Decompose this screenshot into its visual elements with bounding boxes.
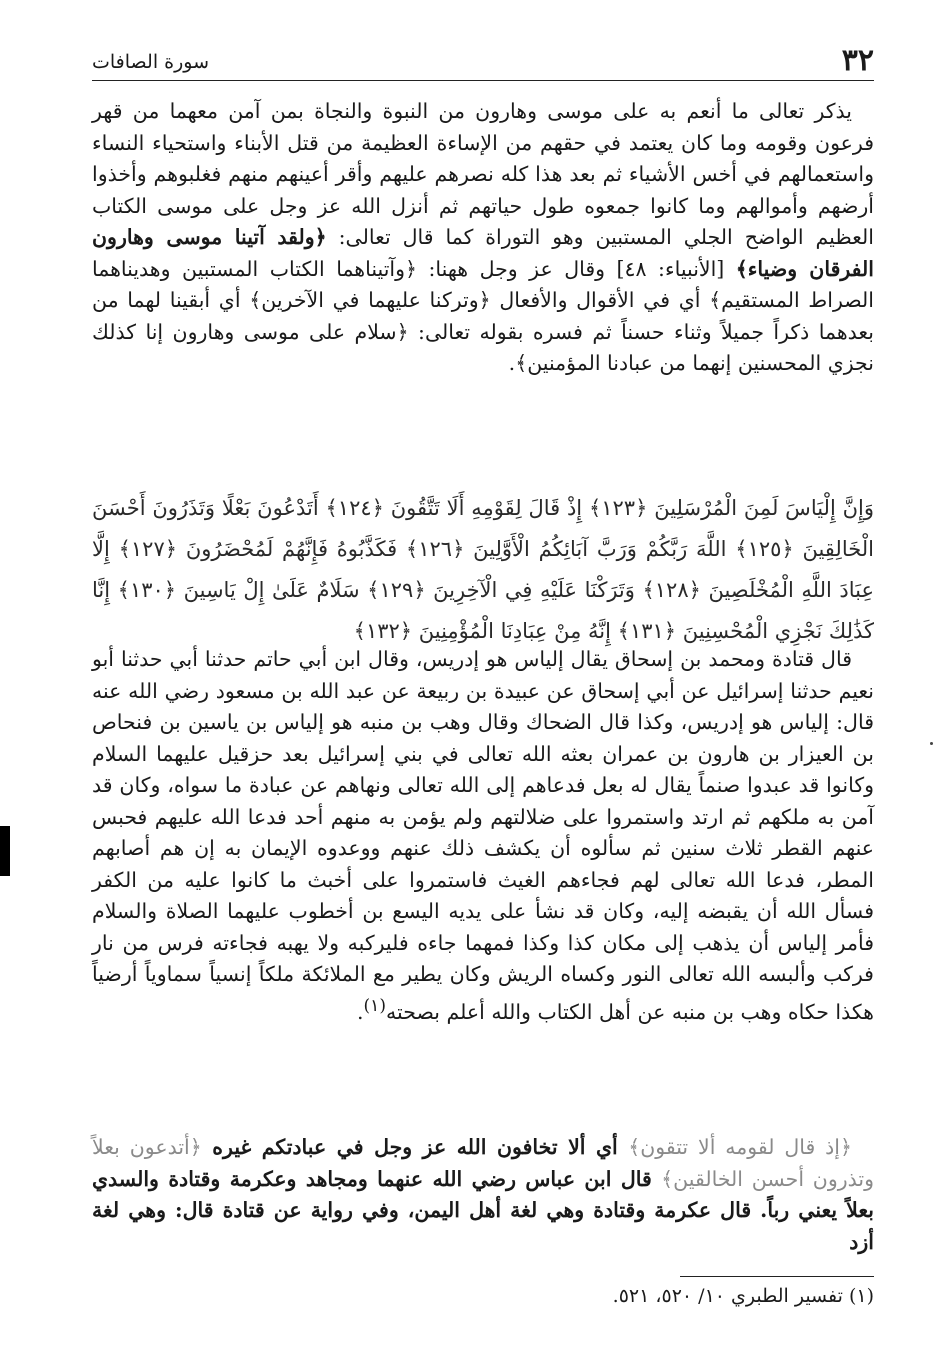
commentary-paragraph-3: [92, 1132, 874, 1258]
sentence-end: .: [356, 999, 364, 1024]
footnote-ref: (١): [363, 995, 387, 1016]
commentary-text: يذكر تعالى ما أنعم به على موسى وهارون من النبوة والنجاة بمن آمن معهما من قهر فرعون وقومه وما كان يعتمد في حقهم من الإساءة العظيمة من قتل الأبناء واستحياء النساء واستعمالهم في أخس الأشياء ثم بعد هذا كله نصرهم عليهم وأقر أعينهم منهم فغلبوهم وأخذوا أرضهم وأموالهم وما كانوا جمعوه طول حياتهم ثم أنزل الله عز وجل على موسى الكتاب العظيم الواضح الجلي المستبين وهو التوراة كما قال تعالى:: [92, 99, 874, 249]
quran-quote-faint: ﴿أتدعون بعلاً وتذرون أحسن الخالقين﴾: [92, 1135, 875, 1191]
scan-margin-mark: [0, 826, 10, 876]
page-number: ٣٢: [841, 43, 874, 78]
scan-margin-dot: [930, 742, 933, 745]
footnote: (١) تفسير الطبري ١٠/ ٥٢٠، ٥٢١.: [612, 1285, 874, 1307]
quran-verses-block: وَإِنَّ إِلْيَاسَ لَمِنَ الْمُرْسَلِينَ ﴿١٢٣﴾ إِذْ قَالَ لِقَوْمِهِ أَلَا تَتَّقُونَ ﴿١٢٤﴾ أَتَدْعُونَ بَعْلًا وَتَذَرُونَ أَحْسَنَ الْخَالِقِينَ ﴿١٢٥﴾ اللَّهَ رَبَّكُمْ وَرَبَّ آبَائِكُمُ الْأَوَّلِينَ ﴿١٢٦﴾ فَكَذَّبُوهُ فَإِنَّهُمْ لَمُحْضَرُونَ ﴿١٢٧﴾ إِلَّا عِبَادَ اللَّهِ الْمُخْلَصِينَ ﴿١٢٨﴾ وَتَرَكْنَا عَلَيْهِ فِي الْآخِرِينَ ﴿١٢٩﴾ سَلَامٌ عَلَىٰ إِلْ يَاسِينَ ﴿١٣٠﴾ إِنَّا كَذَٰلِكَ نَجْزِي الْمُحْسِنِينَ ﴿١٣١﴾ إِنَّهُ مِنْ عِبَادِنَا الْمُؤْمِنِينَ ﴿١٣٢﴾: [92, 496, 875, 643]
commentary-paragraph-1: [92, 96, 874, 380]
quran-quote-bold: ﴿ولقد آتينا موسى وهارون الفرقان وضياء﴾: [92, 225, 874, 281]
commentary-text: [الأنبياء: ٤٨] وقال عز وجل ههنا: ﴿وآتيناهما الكتاب المستبين وهديناهما الصراط المستقيم﴾ أي في الأقوال والأفعال ﴿وتركنا عليهما في الآخرين﴾ أي أبقينا لهما من بعدهما ذكراً جميلاً وثناء حسناً ثم فسره بقوله تعالى: ﴿سلام على موسى وهارون إنا كذلك نجزي المحسنين إنهما من عبادنا المؤمنين﴾.: [92, 256, 874, 375]
surah-name: سورة الصافات: [92, 51, 209, 73]
commentary-text: قال ابن عباس رضي الله عنهما ومجاهد وعكرمة وقتادة والسدي بعلاً يعني رباً. قال عكرمة وقتادة وهي لغة أهل اليمن، وفي رواية عن قتادة قال: وهي لغة أزد: [92, 1166, 874, 1254]
footnote-separator: [680, 1276, 874, 1277]
quran-quote-faint: ﴿إذ قال لقومه ألا تتقون﴾: [628, 1135, 853, 1159]
commentary-paragraph-2: [92, 644, 874, 1028]
commentary-text: قال قتادة ومحمد بن إسحاق يقال إلياس هو إدريس، وقال ابن أبي حاتم حدثنا أبي حدثنا أبو نعيم حدثنا إسرائيل عن أبي إسحاق عن عبيدة بن ربيعة عن عبد الله بن مسعود رضي الله عنه قال: إلياس هو إدريس، وكذا قال الضحاك وقال وهب بن منبه هو إلياس بن ياسين بن فنحاص بن العيزار بن هارون بن عمران بعثه الله تعالى في بني إسرائيل بعد حزقيل عليهما السلام وكانوا قد عبدوا صنماً يقال له بعل فدعاهم إلى الله تعالى ونهاهم عن عبادة ما سواه، وكان قد آمن به ملكهم ثم ارتد واستمروا على ضلالتهم ولم يؤمن به منهم أحد فدعا الله عليهم فحبس عنهم القطر ثلاث سنين ثم سألوه أن يكشف ذلك عنهم ووعدوه الإيمان به إن هم أصابهم المطر، فدعا الله تعالى لهم فجاءهم الغيث فاستمروا على أخبث ما كانوا عليه من الكفر فسأل الله أن يقبضه إليه، وكان قد نشأ على يديه اليسع بن أخطوب عليهما الصلاة والسلام فأمر إلياس أن يذهب إلى مكان كذا وكذا فمهما جاءه فليركبه ولا يهبه فجاءته فرس من نار فركب وألبسه الله تعالى النور وكساه الريش وكان يطير مع الملائكة ملكاً إنسياً سماوياً أرضياً هكذا حكاه وهب بن منبه عن أهل الكتاب والله أعلم بصحته: [92, 647, 874, 1024]
page-header: [92, 40, 874, 81]
commentary-text: أي ألا تخافون الله عز وجل في عبادتكم غيره: [201, 1135, 629, 1159]
